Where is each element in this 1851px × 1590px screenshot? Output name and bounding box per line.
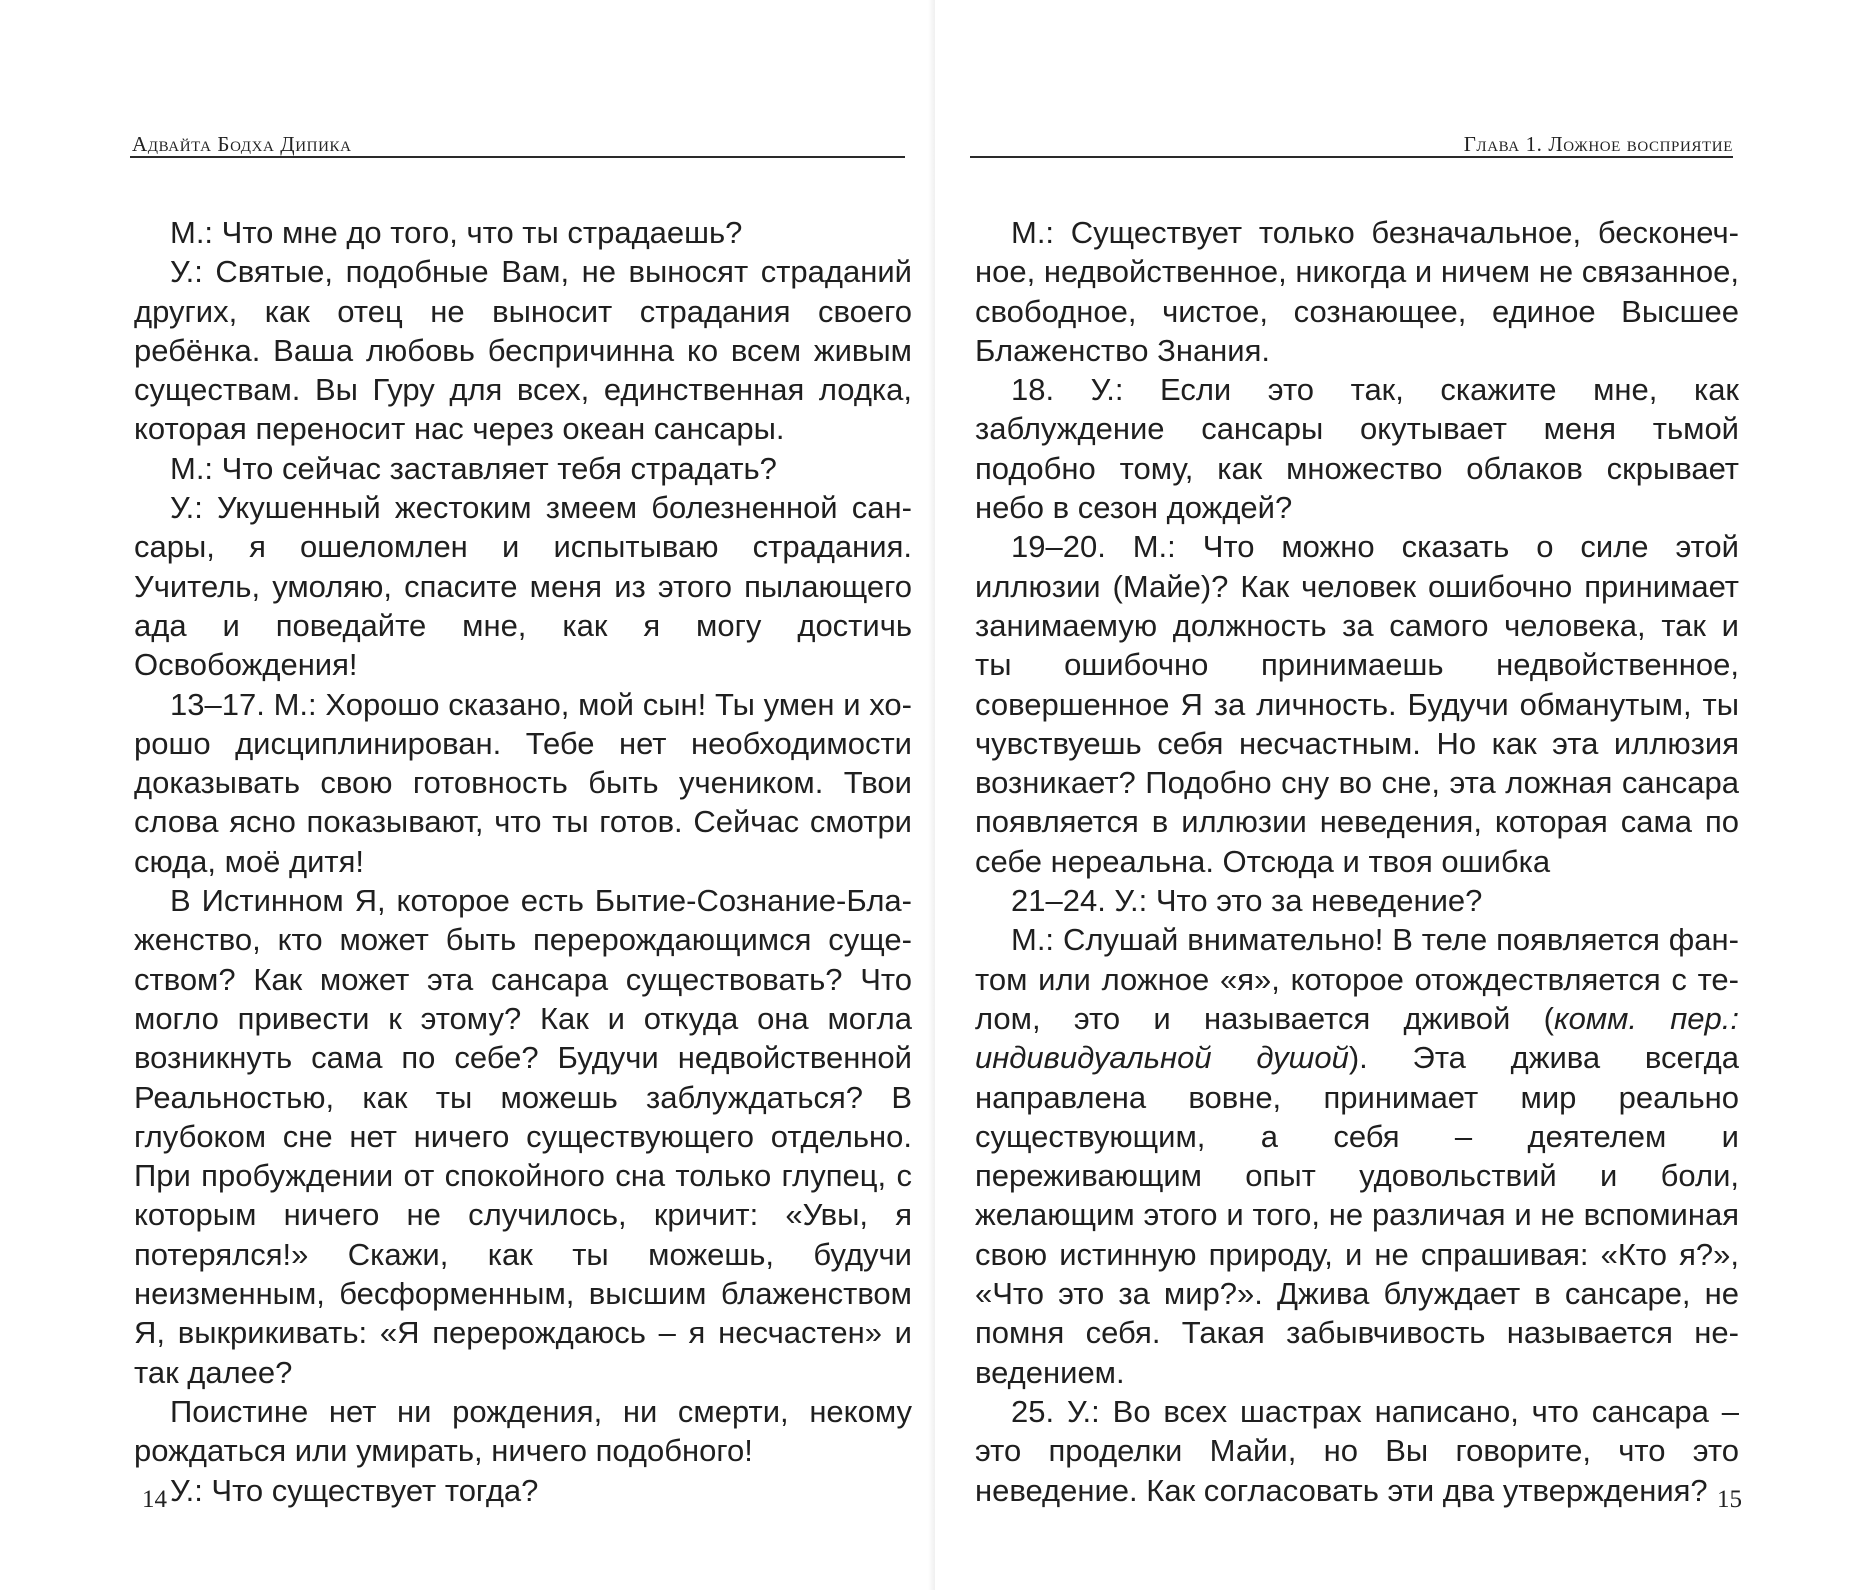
page-number: 15 (1717, 1486, 1742, 1513)
translator-note: комм. пер.: индивидуальной душой (975, 1000, 1740, 1076)
paragraph: В Истинном Я, которое есть Бытие-Сознание-Блаженство, кто может быть перерождающимся существом? Как может эта сансара существовать? Что могло привести к этому? Как и откуда она могла возникнуть сама по себе? Будучи недвойственной Реальностью, как ты можешь заблуждаться? В глубоком сне нет ничего существующего отдельно. При пробуждении от спокойного сна только глупец, с которым ничего не случилось, кричит: «Увы, я потерялся!» Скажи, как ты можешь, будучи неизменным, бесформенным, высшим блаженством Я, выкрикивать: «Я перерождаюсь – я несчастен» и так далее? (134, 883, 912, 1390)
paragraph: У.: Укушенный жестоким змеем болезненной сансары, я ошеломлен и испытываю страдания. Учитель, умоляю, спасите меня из этого пылающего ада и поведайте мне, как я могу достичь Освобождения! (134, 490, 912, 683)
paragraph: У.: Святые, подобные Вам, не выносят страданий других, как отец не выносит страдания своего ребёнка. Ваша любовь беспричинна ко всем живым существам. Вы Гуру для всех, единственная лодка, которая переносит нас через океан сансары. (134, 254, 912, 447)
paragraph: 18. У.: Если это так, скажите мне, как заблуждение сансары окутывает меня тьмой подобно тому, как множество облаков скрывает небо в сезон дождей? (975, 372, 1739, 526)
paragraph: Поистине нет ни рождения, ни смерти, некому рождаться или умирать, ничего подобного! (134, 1393, 912, 1469)
running-head-chapter-title: Глава 1. Ложное восприятие (1463, 132, 1733, 156)
paragraph: М.: Что сейчас заставляет тебя страдать? (170, 450, 777, 486)
paragraph: У.: Что существует тогда? (170, 1472, 539, 1508)
header-rule (130, 156, 905, 158)
paragraph: 25. У.: Во всех шастрах написано, что сансара – это проделки Майи, но Вы говорите, что это неведение. Как согласовать эти два утверждения? (975, 1393, 1739, 1508)
paragraph: 13–17. М.: Хорошо сказано, мой сын! Ты умен и хорошо дисциплинирован. Тебе нет необходимости доказывать свою готовность быть учеником. Твои слова ясно показывают, что ты готов. Сейчас смотри сюда, моё дитя! (134, 686, 912, 879)
page-body-text (134, 213, 912, 1510)
page-number: 14 (142, 1486, 167, 1513)
page-body-text (975, 213, 1739, 1510)
paragraph-with-translator-note (975, 920, 1739, 1392)
paragraph: 21–24. У.: Что это за неведение? (1011, 883, 1483, 919)
paragraph: М.: Существует только безначальное, бесконечное, недвойственное, никогда и ничем не связанное, свободное, чистое, сознающее, единое Высшее Блаженство Знания. (975, 215, 1739, 368)
paragraph: 19–20. М.: Что можно сказать о силе этой иллюзии (Майе)? Как человек ошибочно принимает занимаемую должность за самого человека, так и ты ошибочно принимаешь недвойственное, совершенное Я за личность. Будучи обманутым, ты чувствуешь себя несчастным. Но как эта иллюзия возникает? Подобно сну во сне, эта ложная сансара появляется в иллюзии неведения, которая сама по себе нереальна. Отсюда и твоя ошибка (975, 529, 1739, 879)
paragraph-text: ). Эта джива всегда направлена вовне, принимает мир реально существующим, а себя – деятелем и переживающим опыт удовольствий и боли, желающим этого и того, не различая и не вспоминая свою истинную природу, и не спрашивая: «Кто я?», «Что это за мир?». Джива блуждает в сансаре, не помня себя. Такая забывчивость называется неведением. (975, 1040, 1740, 1390)
paragraph-text: М.: Слушай внимательно! В теле появляется фантом или ложное «я», которое отождествляется с телом, это и называется дживой ( (975, 922, 1739, 1036)
header-rule (970, 156, 1733, 158)
running-head-book-title: Адвайта Бодха Дипика (132, 132, 352, 156)
right-page (935, 0, 1851, 1590)
paragraph: М.: Что мне до того, что ты страдаешь? (170, 215, 743, 250)
